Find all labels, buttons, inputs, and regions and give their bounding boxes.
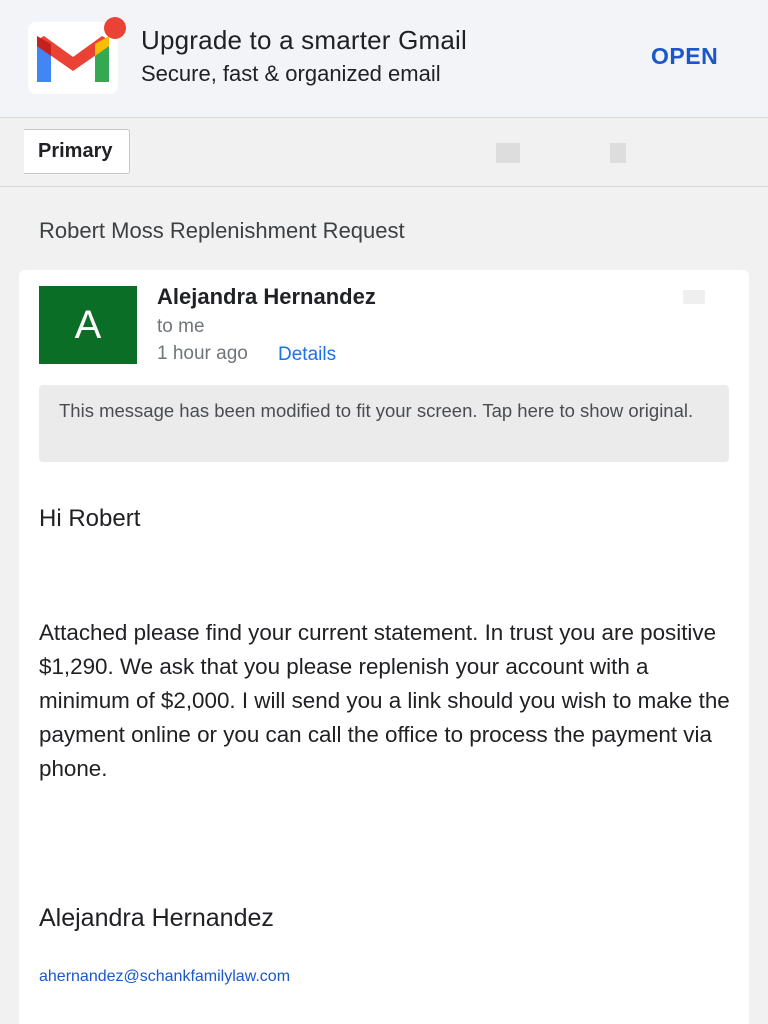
- notification-badge: [104, 17, 126, 39]
- signature-email-link[interactable]: ahernandez@schankfamilylaw.com: [39, 968, 291, 985]
- message-body: Attached please find your current statement. In trust you are positive $1,290. We ask that you please replenish your account with a minimum of $2,000. I will send you a link should you wish to make the payment online or you can call the office to process the payment via phone.: [39, 620, 730, 781]
- banner-title: Upgrade to a smarter Gmail: [141, 25, 467, 55]
- signature-name: Alejandra Hernandez: [39, 904, 274, 932]
- delete-icon[interactable]: [604, 141, 632, 165]
- details-link[interactable]: Details: [278, 344, 337, 365]
- back-to-primary-button[interactable]: [24, 129, 130, 174]
- recipient-label: to me: [157, 316, 205, 337]
- banner-subtitle: Secure, fast & organized email: [141, 61, 441, 86]
- email-subject: Robert Moss Replenishment Request: [39, 218, 405, 243]
- message-time: 1 hour ago: [157, 343, 248, 364]
- back-button-label: Primary: [38, 140, 113, 162]
- message-card: [19, 270, 749, 1024]
- open-app-button[interactable]: OPEN: [651, 43, 719, 69]
- sender-avatar: A: [39, 286, 137, 364]
- navigation-bar: [0, 119, 768, 187]
- more-options-icon[interactable]: [683, 290, 705, 304]
- app-promo-banner: [0, 0, 768, 118]
- archive-icon[interactable]: [494, 141, 522, 165]
- show-original-notice[interactable]: This message has been modified to fit your screen. Tap here to show original.: [39, 385, 729, 462]
- sender-name: Alejandra Hernandez: [157, 284, 376, 309]
- message-greeting: Hi Robert: [39, 505, 141, 532]
